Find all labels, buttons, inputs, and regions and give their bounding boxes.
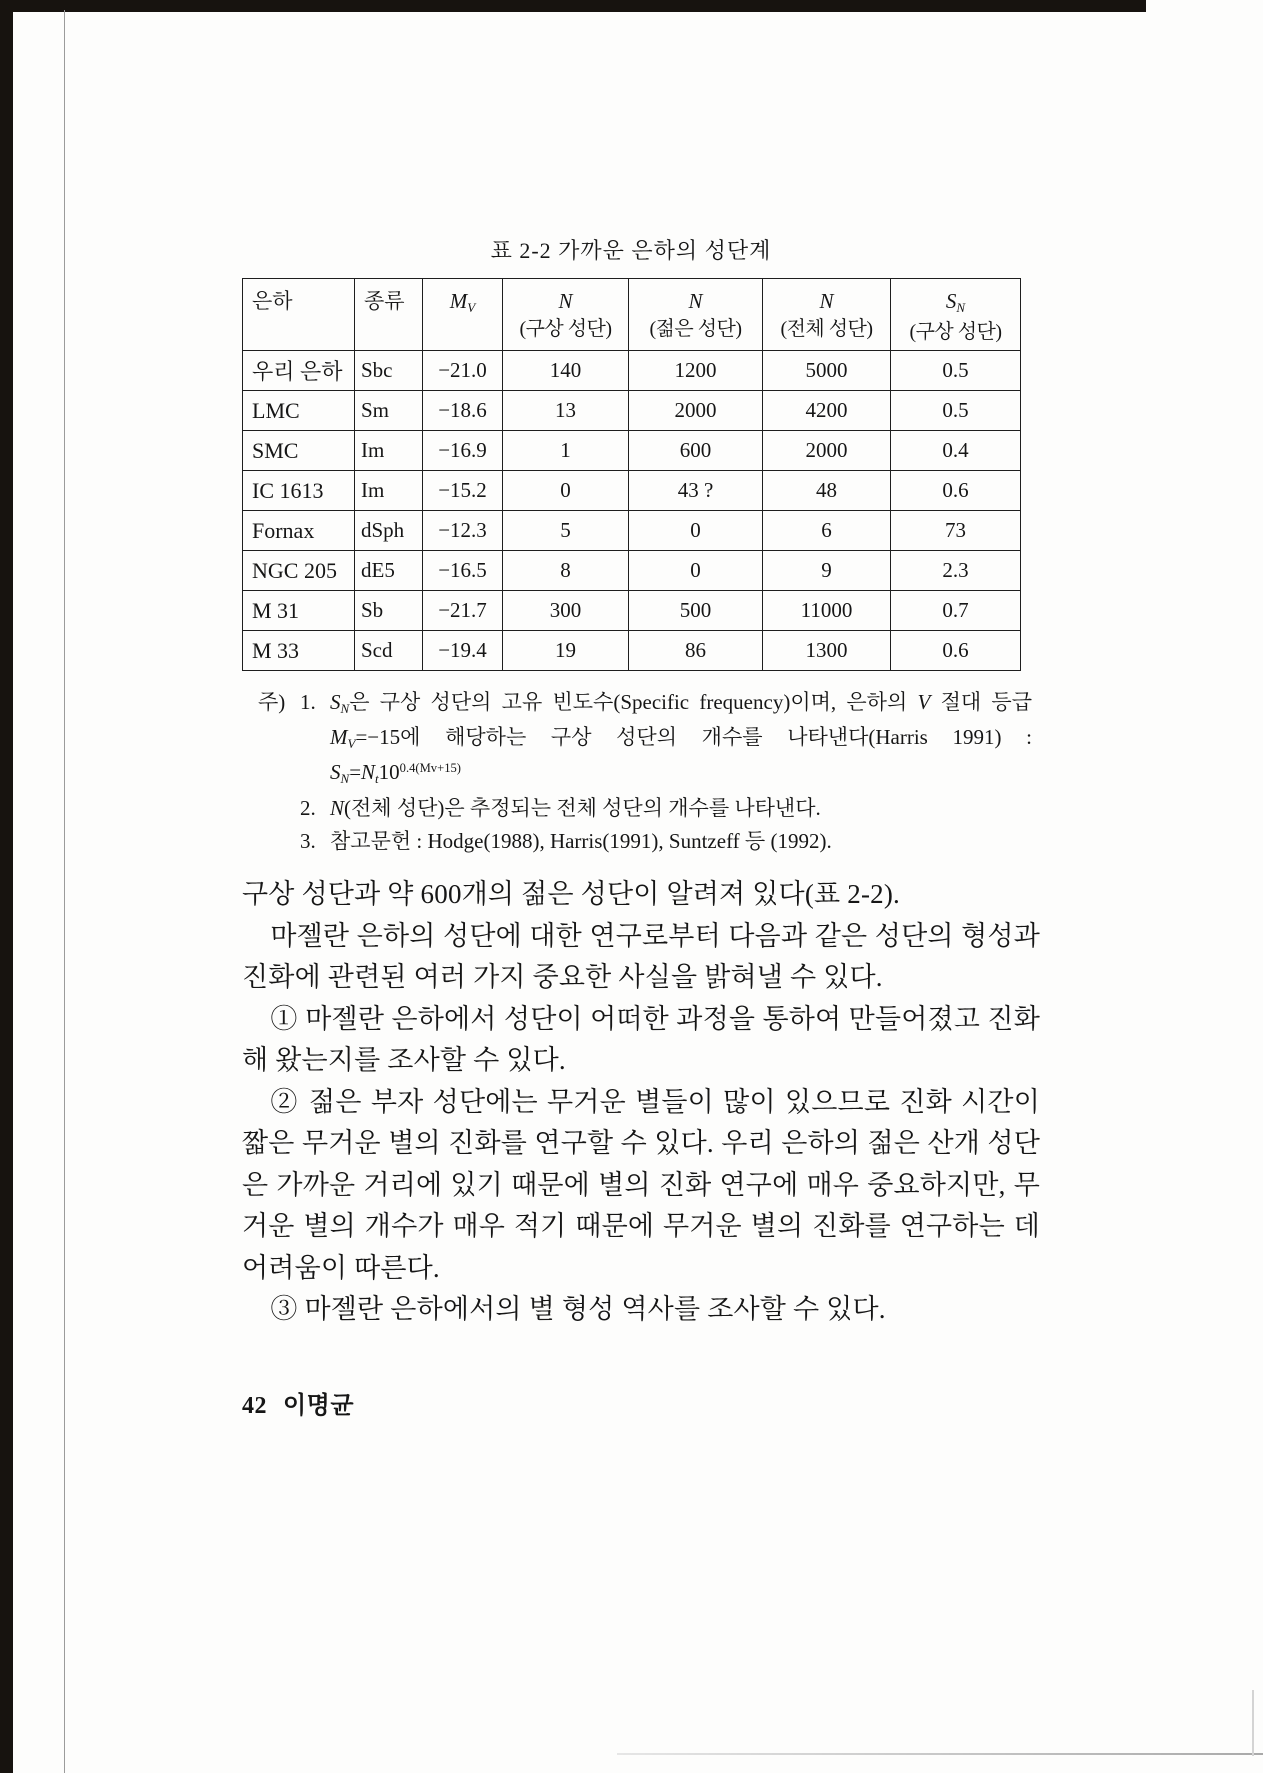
- table-row: [243, 511, 1021, 551]
- table-row: [243, 631, 1021, 671]
- table-cell: Sbc: [355, 351, 423, 391]
- table-header-cell: $M_V$: [423, 279, 503, 351]
- table-cell: 5000: [763, 351, 891, 391]
- table-cell: Im: [355, 431, 423, 471]
- body-paragraph: 마젤란 은하의 성단에 대한 연구로부터 다음과 같은 성단의 형성과 진화에 관련된 여러 가지 중요한 사실을 밝혀낼 수 있다.: [242, 920, 1040, 992]
- table-header-cell: 종류: [355, 279, 423, 351]
- clusters-table: [242, 278, 1021, 671]
- table-cell: 0.5: [891, 351, 1021, 391]
- table-cell: 19: [503, 631, 629, 671]
- table-cell: Sb: [355, 591, 423, 631]
- table-cell: 0.4: [891, 431, 1021, 471]
- body-text: [242, 874, 1040, 1331]
- table-cell: LMC: [243, 391, 355, 431]
- table-cell: 2.3: [891, 551, 1021, 591]
- notes-label: 주): [258, 690, 286, 714]
- table-cell: −16.9: [423, 431, 503, 471]
- table-cell: 43 ?: [629, 471, 763, 511]
- notes-section: [242, 686, 1032, 858]
- table-cell: 140: [503, 351, 629, 391]
- table-row: [243, 591, 1021, 631]
- table-cell: 600: [629, 431, 763, 471]
- table-cell: 48: [763, 471, 891, 511]
- table-cell: Im: [355, 471, 423, 511]
- table-cell: 5: [503, 511, 629, 551]
- note-item: [300, 686, 1032, 792]
- table-cell: 2000: [629, 391, 763, 431]
- table-cell: 9: [763, 551, 891, 591]
- body-paragraph: ③ 마젤란 은하에서의 별 형성 역사를 조사할 수 있다.: [270, 1294, 886, 1324]
- table-row: [243, 391, 1021, 431]
- scan-edge-top: [0, 0, 1146, 12]
- table-cell: −16.5: [423, 551, 503, 591]
- table-cell: 1: [503, 431, 629, 471]
- table-row: [243, 351, 1021, 391]
- table-cell: NGC 205: [243, 551, 355, 591]
- table-cell: SMC: [243, 431, 355, 471]
- note-number: 3.: [300, 829, 316, 853]
- note-number: 2.: [300, 796, 316, 820]
- table-cell: 300: [503, 591, 629, 631]
- table-cell: 0: [503, 471, 629, 511]
- body-paragraph: 구상 성단과 약 600개의 젊은 성단이 알려져 있다(표 2-2).: [242, 879, 900, 909]
- table-cell: −12.3: [423, 511, 503, 551]
- note-item: [300, 792, 1032, 825]
- table-cell: 0.6: [891, 471, 1021, 511]
- page-content: [242, 234, 1040, 1420]
- table-cell: 13: [503, 391, 629, 431]
- table-cell: M 33: [243, 631, 355, 671]
- table-cell: 1200: [629, 351, 763, 391]
- table-cell: 6: [763, 511, 891, 551]
- table-cell: 86: [629, 631, 763, 671]
- table-caption: 표 2-2 가까운 은하의 성단계: [490, 238, 772, 263]
- table-cell: 0.5: [891, 391, 1021, 431]
- table-header-cell: N (전체 성단): [763, 279, 891, 351]
- table-header-row: [243, 279, 1021, 351]
- table-cell: 11000: [763, 591, 891, 631]
- table-row: [243, 471, 1021, 511]
- note-text: N(전체 성단)은 추정되는 전체 성단의 개수를 나타낸다.: [330, 796, 821, 820]
- table-row: [243, 431, 1021, 471]
- scan-edge-right: [1252, 1690, 1254, 1756]
- author-name: 이명균: [283, 1392, 355, 1419]
- table-cell: 우리 은하: [243, 351, 355, 391]
- note-text: $S_N$은 구상 성단의 고유 빈도수(Specific frequency)이며, 은하의 V 절대 등급 $M_V=-15$에 해당하는 구상 성단의 개수를 나타낸다(Harris 1991) : $S_N=N_t10^{0.4(Mv+15)}$: [330, 690, 1032, 786]
- table-cell: −21.0: [423, 351, 503, 391]
- note-number: 1.: [300, 690, 316, 714]
- table-cell: −19.4: [423, 631, 503, 671]
- table-cell: 0.6: [891, 631, 1021, 671]
- table-cell: 2000: [763, 431, 891, 471]
- table-header-cell: N (젊은 성단): [629, 279, 763, 351]
- table-cell: dSph: [355, 511, 423, 551]
- table-cell: 8: [503, 551, 629, 591]
- scan-edge-bottom: [617, 1753, 1263, 1755]
- page-footer: [242, 1385, 1040, 1420]
- body-paragraph: ① 마젤란 은하에서 성단이 어떠한 과정을 통하여 만들어졌고 진화해 왔는지를 조사할 수 있다.: [242, 1003, 1040, 1075]
- table-cell: 4200: [763, 391, 891, 431]
- table-cell: −15.2: [423, 471, 503, 511]
- table-cell: −21.7: [423, 591, 503, 631]
- table-cell: Sm: [355, 391, 423, 431]
- table-header-cell: $S_N$ (구상 성단): [891, 279, 1021, 351]
- note-text: 참고문헌 : Hodge(1988), Harris(1991), Suntzeff 등 (1992).: [330, 829, 832, 853]
- table-cell: 500: [629, 591, 763, 631]
- scan-edge-left: [0, 0, 13, 1773]
- table-cell: IC 1613: [243, 471, 355, 511]
- table-head: [243, 279, 1021, 351]
- note-item: [300, 825, 1032, 858]
- page-fold-line: [64, 10, 65, 1773]
- table-cell: 0: [629, 511, 763, 551]
- table-header-cell: 은하: [243, 279, 355, 351]
- table-cell: dE5: [355, 551, 423, 591]
- table-cell: 0: [629, 551, 763, 591]
- table-cell: M 31: [243, 591, 355, 631]
- table-cell: Scd: [355, 631, 423, 671]
- page-number: 42: [242, 1392, 267, 1419]
- table-row: [243, 551, 1021, 591]
- notes-list: [300, 686, 1032, 858]
- table-cell: Fornax: [243, 511, 355, 551]
- table-cell: 1300: [763, 631, 891, 671]
- table-header-cell: N (구상 성단): [503, 279, 629, 351]
- body-paragraph: ② 젊은 부자 성단에는 무거운 별들이 많이 있으므로 진화 시간이 짧은 무거운 별의 진화를 연구할 수 있다. 우리 은하의 젊은 산개 성단은 가까운 거리에 있기 때문에 별의 진화 연구에 매우 중요하지만, 무거운 별의 개수가 매우 적기 때문에 무거운 별의 진화를 연구하는 데 어려움이 따른다.: [242, 1086, 1040, 1283]
- table-cell: −18.6: [423, 391, 503, 431]
- table-cell: 73: [891, 511, 1021, 551]
- table-body: [243, 351, 1021, 671]
- table-cell: 0.7: [891, 591, 1021, 631]
